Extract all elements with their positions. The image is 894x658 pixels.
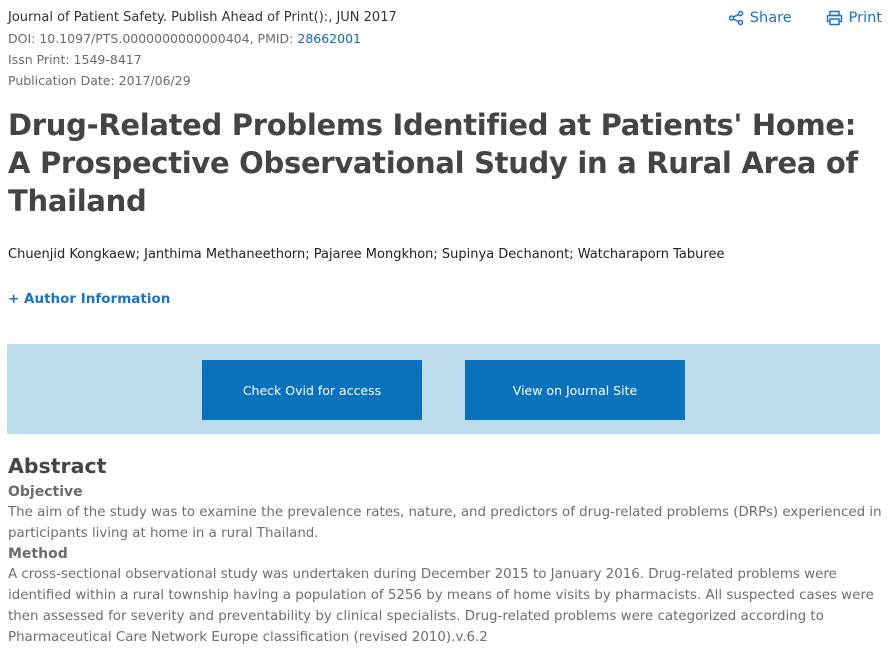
view-journal-site-button[interactable]: View on Journal Site <box>465 360 685 420</box>
method-heading: Method <box>8 546 68 562</box>
author-list: Chuenjid Kongkaew; Janthima Methaneethorn; Pajaree Mongkhon; Supinya Dechanont; Watcharaporn Taburee <box>8 247 725 262</box>
doi-pmid-line <box>8 28 688 49</box>
doi-text: DOI: 10.1097/PTS.0000000000000404, <box>8 31 254 46</box>
journal-citation: Journal of Patient Safety. Publish Ahead of Print():, JUN 2017 <box>8 10 397 25</box>
issn-text: Issn Print: 1549-8417 <box>8 52 142 67</box>
print-button[interactable] <box>826 8 882 28</box>
abstract-heading: Abstract <box>8 454 107 478</box>
share-button[interactable] <box>728 8 792 28</box>
pmid-link[interactable]: 28662001 <box>297 31 361 46</box>
printer-icon <box>826 10 843 26</box>
share-icon <box>728 10 744 26</box>
access-options-panel <box>7 344 880 434</box>
author-information-toggle[interactable]: + Author Information <box>8 291 171 307</box>
publication-date: Publication Date: 2017/06/29 <box>8 73 191 88</box>
objective-text: The aim of the study was to examine the prevalence rates, nature, and predictors of drug-related problems (DRPs) experienced in participants living at home in a rural Thailand. <box>8 505 882 541</box>
print-label: Print <box>848 10 882 26</box>
article-title: Drug-Related Problems Identified at Patients' Home: A Prospective Observational Study in a Rural Area of Thailand <box>8 108 858 218</box>
method-text: A cross-sectional observational study was undertaken during December 2015 to January 2016. Drug-related problems were identified within a rural township having a population of 5256 by means of home visits by pharmacists. All suspected cases were then assessed for severity and preventability by clinical specialists. Drug-related problems were categorized according to Pharmaceutical Care Network Europe classification (revised 2010).v.6.2 <box>8 567 874 645</box>
objective-heading: Objective <box>8 484 83 500</box>
share-label: Share <box>749 10 792 26</box>
pmid-label: PMID: <box>257 31 294 46</box>
check-ovid-access-button[interactable]: Check Ovid for access <box>202 360 422 420</box>
article-actions <box>728 8 882 28</box>
abstract-section <box>8 452 884 648</box>
article-metadata <box>8 8 688 91</box>
